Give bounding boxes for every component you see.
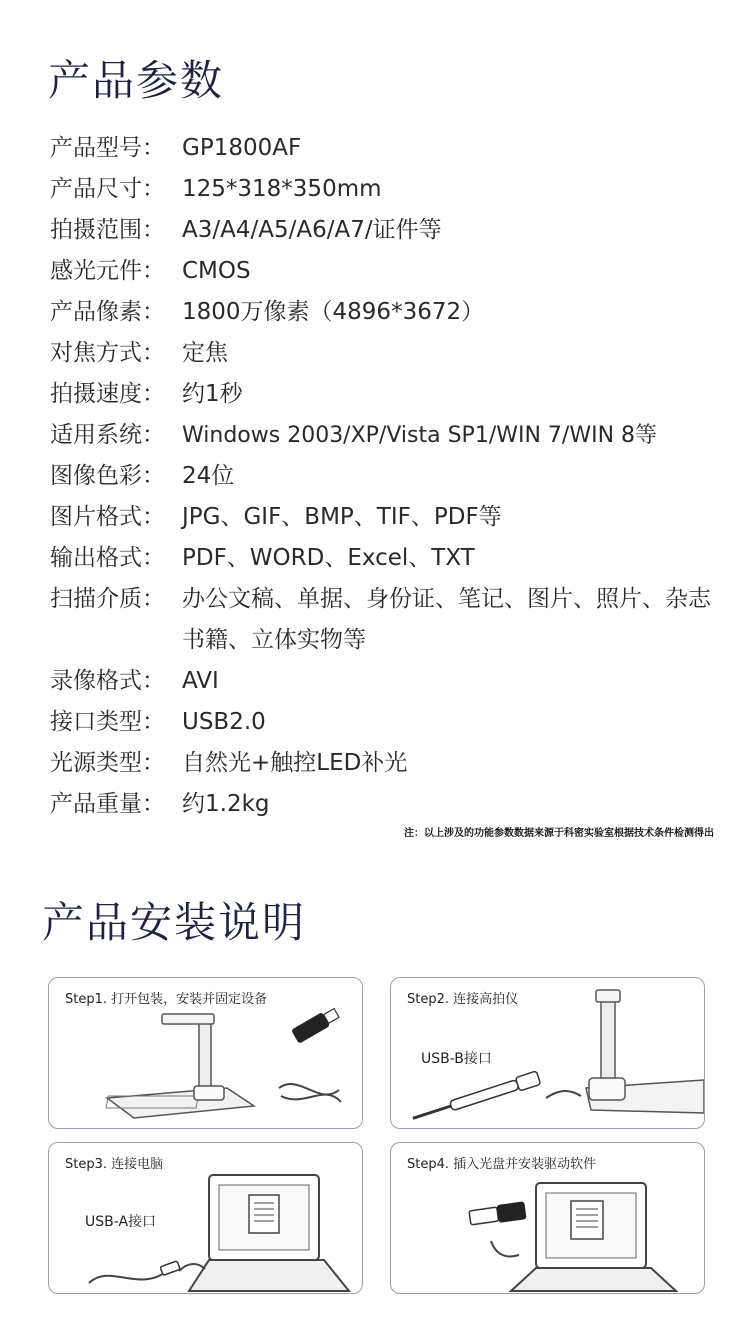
param-key: 产品重量： [50,791,165,817]
port-label: USB-B接口 [421,1051,492,1067]
step-card-1 [48,977,363,1129]
params-list [50,128,730,825]
param-value: 1800万像素（4896*3672） [182,299,485,325]
usb-drive-icon [291,1006,341,1044]
param-row [50,292,730,333]
param-key: 接口类型： [50,709,165,735]
param-key: 产品像素： [50,299,165,325]
param-row [50,251,730,292]
param-row [50,456,730,497]
param-key: 图像色彩： [50,463,165,489]
laptop-icon [511,1183,676,1291]
param-row [50,333,730,374]
param-row [50,702,730,743]
step-title: Step3. 连接电脑 [65,1157,164,1172]
param-value: PDF、WORD、Excel、TXT [182,545,475,571]
param-value: USB2.0 [182,709,266,735]
param-value: 办公文稿、单据、身份证、笔记、图片、照片、杂志书籍、立体实物等 [182,586,711,653]
param-row [50,210,730,251]
param-value: A3/A4/A5/A6/A7/证件等 [182,217,442,243]
step-title: Step4. 插入光盘并安装驱动软件 [407,1157,597,1172]
param-key: 产品型号： [50,135,165,161]
param-value: 定焦 [182,340,228,366]
param-key: 感光元件： [50,258,165,284]
step-title: Step1. 打开包装，安装并固定设备 [65,992,268,1007]
param-key: 适用系统： [50,422,165,448]
param-row [50,415,730,456]
step-card-4 [390,1142,705,1294]
param-key: 扫描介质： [50,586,165,612]
param-key: 图片格式： [50,504,165,530]
laptop-install-illustration [391,1143,704,1293]
port-label: USB-A接口 [85,1214,157,1230]
param-value: 约1秒 [182,381,243,407]
param-value: 约1.2kg [182,791,270,817]
step-title: Step2. 连接高拍仪 [407,992,519,1007]
param-row [50,784,730,825]
laptop-icon [189,1175,349,1291]
param-row [50,661,730,702]
param-value: GP1800AF [182,135,302,161]
param-key: 录像格式： [50,668,165,694]
param-key: 光源类型： [50,750,165,776]
param-row [50,743,730,784]
param-row [50,374,730,415]
scanner-illustration [49,978,362,1128]
param-row [50,497,730,538]
param-row [50,128,730,169]
param-value: CMOS [182,258,251,284]
arrow-icon [491,1241,519,1256]
param-value: JPG、GIF、BMP、TIF、PDF等 [182,504,502,530]
laptop-connection-illustration [49,1143,362,1293]
param-key: 拍摄速度： [50,381,165,407]
usb-drive-icon [469,1201,527,1227]
param-value: AVI [182,668,219,694]
footnote: 注：以上涉及的功能参数数据来源于科密实验室根据技术条件检测得出 [404,828,714,839]
param-value: 自然光+触控LED补光 [182,750,408,776]
section-title-params: 产品参数 [48,56,225,105]
arrow-icon [546,1091,581,1098]
scanner-connection-illustration [391,978,704,1128]
param-value: 24位 [182,463,235,489]
param-value: Windows 2003/XP/Vista SP1/WIN 7/WIN 8等 [182,423,658,448]
param-key: 拍摄范围： [50,217,165,243]
param-key: 对焦方式： [50,340,165,366]
step-card-2 [390,977,705,1129]
param-key: 输出格式： [50,545,165,571]
param-value: 125*318*350mm [182,176,382,202]
param-row [50,169,730,210]
arrow-icon [179,1264,205,1271]
usb-b-cable-icon [411,1071,541,1125]
param-row [50,538,730,579]
step-card-3 [48,1142,363,1294]
param-key: 产品尺寸： [50,176,165,202]
param-row [50,579,730,661]
section-title-install: 产品安装说明 [42,898,307,947]
usb-a-cable-icon [89,1271,167,1283]
